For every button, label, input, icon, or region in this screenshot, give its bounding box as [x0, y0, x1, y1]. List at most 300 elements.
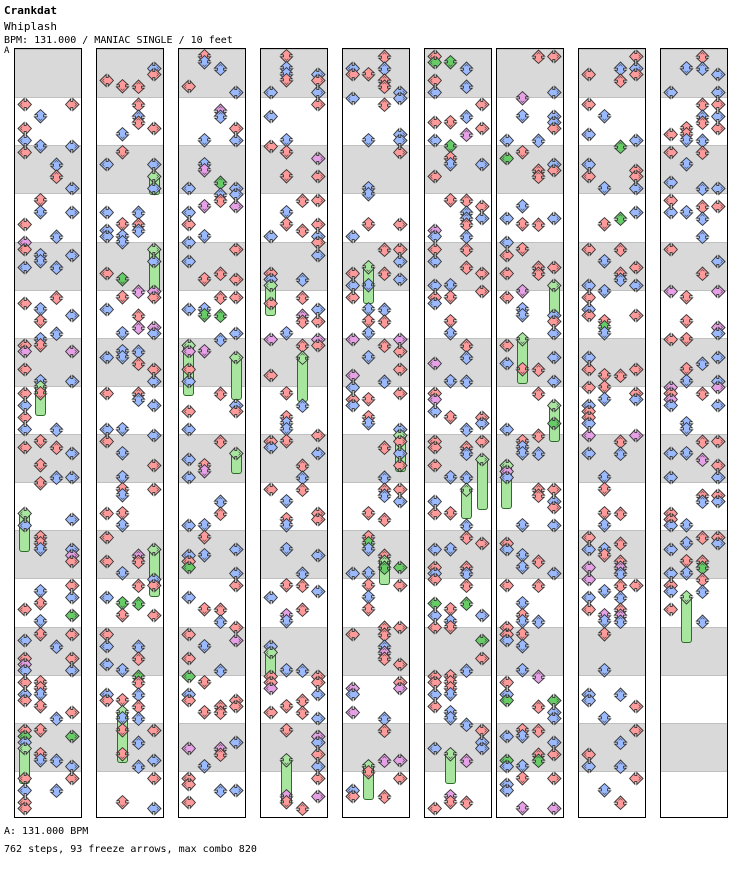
- note-arrow: [279, 217, 294, 232]
- note-arrow: [459, 753, 474, 768]
- note-arrow: [147, 723, 162, 738]
- measure-line: [15, 290, 81, 291]
- note-arrow: [613, 735, 628, 750]
- note-arrow: [279, 614, 294, 629]
- note-arrow: [427, 85, 442, 100]
- measure-line: [579, 675, 645, 676]
- note-arrow: [361, 602, 376, 617]
- note-arrow: [65, 663, 80, 678]
- note-arrow: [547, 500, 562, 515]
- note-arrow: [229, 699, 244, 714]
- note-arrow: [181, 560, 196, 575]
- note-arrow: [49, 290, 64, 305]
- note-arrow: [131, 356, 146, 371]
- note-arrow: [695, 614, 710, 629]
- note-arrow: [213, 290, 228, 305]
- note-arrow: [531, 614, 546, 629]
- note-arrow: [613, 536, 628, 551]
- note-arrow: [613, 211, 628, 226]
- measure-line: [425, 193, 491, 194]
- note-arrow: [679, 61, 694, 76]
- note-arrow: [33, 314, 48, 329]
- note-arrow: [213, 109, 228, 124]
- note-arrow: [377, 374, 392, 389]
- note-arrow: [547, 85, 562, 100]
- note-arrow: [131, 79, 146, 94]
- note-arrow: [361, 326, 376, 341]
- note-arrow: [499, 729, 514, 744]
- note-arrow: [711, 121, 726, 136]
- note-arrow: [263, 368, 278, 383]
- note-arrow: [581, 428, 596, 443]
- note-arrow: [597, 627, 612, 642]
- measure-line: [661, 627, 727, 628]
- note-arrow: [279, 542, 294, 557]
- note-arrow: [629, 181, 644, 196]
- freeze-arrow-end: [363, 794, 374, 800]
- note-arrow: [345, 332, 360, 347]
- note-arrow: [711, 67, 726, 82]
- note-arrow: [531, 753, 546, 768]
- note-arrow: [475, 651, 490, 666]
- note-arrow: [531, 428, 546, 443]
- note-arrow: [547, 211, 562, 226]
- note-arrow: [49, 639, 64, 654]
- note-arrow: [459, 795, 474, 810]
- note-arrow: [229, 578, 244, 593]
- note-arrow: [597, 548, 612, 563]
- note-arrow: [115, 79, 130, 94]
- note-arrow: [663, 518, 678, 533]
- note-arrow: [377, 488, 392, 503]
- note-arrow: [361, 278, 376, 293]
- note-arrow: [49, 753, 64, 768]
- chart-column: [660, 48, 728, 818]
- note-arrow: [33, 627, 48, 642]
- note-arrow: [695, 229, 710, 244]
- note-arrow: [613, 73, 628, 88]
- note-arrow: [33, 723, 48, 738]
- note-arrow: [181, 302, 196, 317]
- note-arrow: [311, 789, 326, 804]
- note-arrow: [679, 590, 694, 605]
- note-arrow: [531, 169, 546, 184]
- note-arrow: [65, 181, 80, 196]
- note-arrow: [581, 127, 596, 142]
- note-arrow: [229, 783, 244, 798]
- note-arrow: [263, 705, 278, 720]
- note-arrow: [65, 627, 80, 642]
- note-arrow: [17, 217, 32, 232]
- note-arrow: [663, 145, 678, 160]
- note-arrow: [427, 356, 442, 371]
- note-arrow: [345, 705, 360, 720]
- note-arrow: [33, 476, 48, 491]
- note-arrow: [115, 446, 130, 461]
- note-arrow: [515, 242, 530, 257]
- note-arrow: [547, 374, 562, 389]
- note-arrow: [459, 446, 474, 461]
- note-arrow: [459, 578, 474, 593]
- note-arrow: [459, 596, 474, 611]
- note-arrow: [663, 284, 678, 299]
- measure-band: [579, 482, 645, 530]
- note-arrow: [263, 296, 278, 311]
- note-arrow: [613, 795, 628, 810]
- measure-line: [579, 338, 645, 339]
- note-arrow: [17, 693, 32, 708]
- note-arrow: [65, 554, 80, 569]
- note-arrow: [711, 380, 726, 395]
- measure-line: [97, 97, 163, 98]
- note-arrow: [279, 434, 294, 449]
- note-arrow: [531, 49, 546, 64]
- measure-line: [661, 771, 727, 772]
- note-arrow: [263, 229, 278, 244]
- note-arrow: [547, 801, 562, 816]
- note-arrow: [131, 115, 146, 130]
- note-arrow: [427, 542, 442, 557]
- note-arrow: [131, 284, 146, 299]
- note-arrow: [99, 386, 114, 401]
- note-arrow: [99, 506, 114, 521]
- note-arrow: [581, 446, 596, 461]
- note-arrow: [547, 350, 562, 365]
- note-arrow: [345, 91, 360, 106]
- note-arrow: [377, 314, 392, 329]
- note-arrow: [131, 392, 146, 407]
- note-arrow: [459, 663, 474, 678]
- note-arrow: [147, 801, 162, 816]
- note-arrow: [147, 482, 162, 497]
- note-arrow: [213, 614, 228, 629]
- note-arrow: [679, 314, 694, 329]
- note-arrow: [17, 97, 32, 112]
- note-arrow: [679, 374, 694, 389]
- note-arrow: [181, 422, 196, 437]
- note-arrow: [443, 687, 458, 702]
- note-arrow: [99, 639, 114, 654]
- note-arrow: [515, 91, 530, 106]
- note-arrow: [279, 753, 294, 768]
- note-arrow: [49, 229, 64, 244]
- note-arrow: [531, 669, 546, 684]
- measure-line: [97, 675, 163, 676]
- note-arrow: [581, 308, 596, 323]
- note-arrow: [393, 560, 408, 575]
- note-arrow: [147, 290, 162, 305]
- note-arrow: [49, 422, 64, 437]
- note-arrow: [295, 482, 310, 497]
- note-arrow: [515, 771, 530, 786]
- note-arrow: [311, 512, 326, 527]
- note-arrow: [393, 217, 408, 232]
- note-arrow: [547, 260, 562, 275]
- note-arrow: [711, 398, 726, 413]
- note-arrow: [99, 693, 114, 708]
- measure-band: [661, 771, 727, 818]
- measure-line: [343, 530, 409, 531]
- note-arrow: [393, 771, 408, 786]
- note-arrow: [695, 434, 710, 449]
- note-arrow: [427, 133, 442, 148]
- note-arrow: [695, 115, 710, 130]
- note-arrow: [131, 735, 146, 750]
- note-arrow: [33, 139, 48, 154]
- note-arrow: [547, 416, 562, 431]
- note-arrow: [515, 217, 530, 232]
- note-arrow: [711, 254, 726, 269]
- note-arrow: [33, 205, 48, 220]
- note-arrow: [499, 422, 514, 437]
- note-arrow: [459, 374, 474, 389]
- note-arrow: [295, 314, 310, 329]
- note-arrow: [279, 494, 294, 509]
- note-arrow: [679, 205, 694, 220]
- note-arrow: [377, 512, 392, 527]
- note-arrow: [427, 254, 442, 269]
- measure-line: [261, 627, 327, 628]
- note-arrow: [147, 374, 162, 389]
- note-arrow: [99, 157, 114, 172]
- note-arrow: [459, 109, 474, 124]
- note-arrow: [443, 326, 458, 341]
- note-arrow: [99, 434, 114, 449]
- note-arrow: [229, 350, 244, 365]
- note-arrow: [695, 356, 710, 371]
- note-arrow: [377, 753, 392, 768]
- note-arrow: [197, 639, 212, 654]
- chart-column: [260, 48, 328, 818]
- note-arrow: [49, 470, 64, 485]
- chart-column: [496, 48, 564, 818]
- note-arrow: [613, 687, 628, 702]
- note-arrow: [475, 633, 490, 648]
- note-arrow: [663, 85, 678, 100]
- chart-column: [424, 48, 492, 818]
- note-arrow: [443, 542, 458, 557]
- note-arrow: [65, 729, 80, 744]
- note-arrow: [229, 133, 244, 148]
- note-arrow: [279, 578, 294, 593]
- note-arrow: [131, 711, 146, 726]
- note-arrow: [99, 657, 114, 672]
- note-arrow: [443, 795, 458, 810]
- note-arrow: [33, 542, 48, 557]
- note-arrow: [17, 362, 32, 377]
- note-arrow: [229, 446, 244, 461]
- note-arrow: [597, 326, 612, 341]
- note-arrow: [711, 181, 726, 196]
- note-arrow: [443, 115, 458, 130]
- note-arrow: [547, 398, 562, 413]
- note-arrow: [17, 741, 32, 756]
- note-arrow: [311, 548, 326, 563]
- note-arrow: [679, 290, 694, 305]
- note-arrow: [581, 362, 596, 377]
- note-arrow: [581, 380, 596, 395]
- note-arrow: [99, 590, 114, 605]
- note-arrow: [115, 235, 130, 250]
- note-arrow: [147, 181, 162, 196]
- note-arrow: [597, 217, 612, 232]
- note-arrow: [115, 488, 130, 503]
- note-arrow: [99, 73, 114, 88]
- note-arrow: [17, 344, 32, 359]
- note-arrow: [459, 79, 474, 94]
- note-arrow: [295, 350, 310, 365]
- note-arrow: [147, 542, 162, 557]
- note-arrow: [181, 518, 196, 533]
- measure-line: [343, 49, 409, 50]
- note-arrow: [181, 590, 196, 605]
- note-arrow: [393, 494, 408, 509]
- note-arrow: [213, 193, 228, 208]
- note-arrow: [181, 254, 196, 269]
- note-arrow: [597, 783, 612, 798]
- note-arrow: [229, 290, 244, 305]
- note-arrow: [229, 542, 244, 557]
- note-arrow: [427, 801, 442, 816]
- note-arrow: [475, 416, 490, 431]
- note-arrow: [361, 67, 376, 82]
- note-arrow: [427, 699, 442, 714]
- note-arrow: [393, 91, 408, 106]
- note-arrow: [499, 693, 514, 708]
- note-arrow: [663, 175, 678, 190]
- measure-line: [97, 145, 163, 146]
- measure-line: [15, 49, 81, 50]
- note-arrow: [499, 470, 514, 485]
- note-arrow: [65, 446, 80, 461]
- note-arrow: [459, 242, 474, 257]
- note-arrow: [427, 440, 442, 455]
- freeze-arrow-end: [379, 579, 390, 585]
- note-arrow: [17, 145, 32, 160]
- note-arrow: [499, 542, 514, 557]
- note-arrow: [311, 248, 326, 263]
- note-arrow: [663, 584, 678, 599]
- note-arrow: [547, 163, 562, 178]
- note-arrow: [459, 422, 474, 437]
- note-arrow: [711, 434, 726, 449]
- note-arrow: [695, 145, 710, 160]
- note-arrow: [65, 512, 80, 527]
- note-arrow: [131, 320, 146, 335]
- freeze-arrow-end: [231, 468, 242, 474]
- note-arrow: [499, 783, 514, 798]
- note-arrow: [115, 747, 130, 762]
- note-arrow: [263, 482, 278, 497]
- note-arrow: [295, 663, 310, 678]
- note-arrow: [49, 711, 64, 726]
- note-arrow: [345, 290, 360, 305]
- note-arrow: [213, 783, 228, 798]
- note-arrow: [279, 699, 294, 714]
- note-arrow: [263, 681, 278, 696]
- note-arrow: [131, 554, 146, 569]
- note-arrow: [499, 759, 514, 774]
- note-arrow: [361, 416, 376, 431]
- note-arrow: [515, 729, 530, 744]
- note-arrow: [377, 266, 392, 281]
- note-arrow: [181, 217, 196, 232]
- note-arrow: [547, 326, 562, 341]
- note-arrow: [499, 338, 514, 353]
- note-arrow: [443, 193, 458, 208]
- footer-bpm: A: 131.000 BPM: [4, 826, 89, 837]
- note-arrow: [49, 440, 64, 455]
- note-arrow: [613, 272, 628, 287]
- note-arrow: [597, 284, 612, 299]
- note-arrow: [99, 205, 114, 220]
- measure-line: [343, 193, 409, 194]
- note-arrow: [65, 205, 80, 220]
- note-arrow: [213, 434, 228, 449]
- note-arrow: [361, 217, 376, 232]
- note-arrow: [147, 458, 162, 473]
- note-arrow: [295, 705, 310, 720]
- note-arrow: [263, 440, 278, 455]
- note-arrow: [65, 374, 80, 389]
- note-arrow: [475, 434, 490, 449]
- note-arrow: [531, 446, 546, 461]
- note-arrow: [181, 404, 196, 419]
- note-arrow: [197, 344, 212, 359]
- note-arrow: [263, 139, 278, 154]
- note-arrow: [459, 260, 474, 275]
- note-arrow: [695, 181, 710, 196]
- freeze-arrow-end: [549, 436, 560, 442]
- note-arrow: [33, 109, 48, 124]
- note-arrow: [475, 157, 490, 172]
- note-arrow: [443, 470, 458, 485]
- measure-band: [261, 386, 327, 434]
- note-arrow: [597, 584, 612, 599]
- note-arrow: [65, 139, 80, 154]
- note-arrow: [581, 242, 596, 257]
- note-arrow: [695, 211, 710, 226]
- note-arrow: [597, 711, 612, 726]
- note-arrow: [597, 518, 612, 533]
- note-arrow: [279, 386, 294, 401]
- note-arrow: [581, 602, 596, 617]
- chart-column: [178, 48, 246, 818]
- note-arrow: [279, 723, 294, 738]
- note-arrow: [181, 777, 196, 792]
- note-arrow: [629, 699, 644, 714]
- note-arrow: [663, 470, 678, 485]
- note-arrow: [65, 608, 80, 623]
- note-arrow: [459, 61, 474, 76]
- note-arrow: [679, 422, 694, 437]
- note-arrow: [443, 157, 458, 172]
- note-arrow: [197, 530, 212, 545]
- note-arrow: [263, 109, 278, 124]
- note-arrow: [679, 536, 694, 551]
- note-arrow: [17, 440, 32, 455]
- chart-column: [96, 48, 164, 818]
- note-arrow: [65, 344, 80, 359]
- note-arrow: [695, 266, 710, 281]
- note-arrow: [581, 67, 596, 82]
- note-arrow: [361, 133, 376, 148]
- note-arrow: [531, 266, 546, 281]
- note-arrow: [499, 248, 514, 263]
- note-arrow: [531, 217, 546, 232]
- note-arrow: [311, 193, 326, 208]
- note-arrow: [213, 705, 228, 720]
